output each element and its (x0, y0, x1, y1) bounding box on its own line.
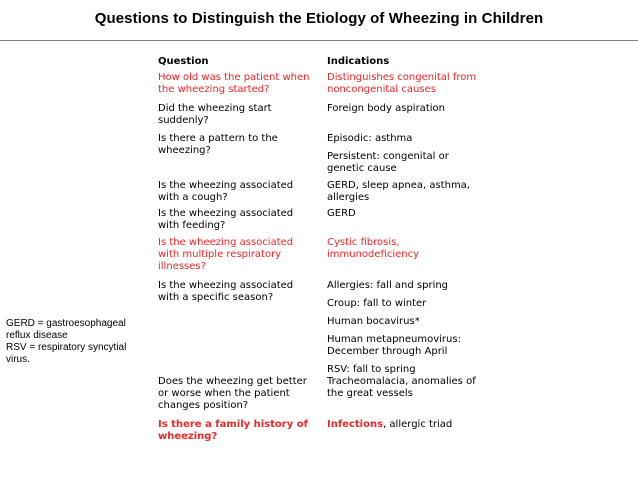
indication-line: December through April (327, 346, 448, 357)
question-line: Did the wheezing start (158, 103, 272, 114)
question-cell (158, 419, 318, 443)
indication-cell (327, 237, 507, 261)
question-line: Is the wheezing associated (158, 237, 294, 248)
question-cell (158, 376, 318, 412)
footnote-line: reflux disease (6, 330, 68, 341)
question-line: Is there a pattern to the (158, 133, 278, 144)
indication-line: RSV: fall to spring (327, 364, 416, 375)
footnote-line: virus. (6, 354, 30, 365)
indication-cell (327, 103, 507, 115)
indication-line: Persistent: congenital or (327, 151, 449, 162)
indication-highlight: Infections (327, 419, 384, 430)
question-line: Does the wheezing get better (158, 376, 307, 387)
footnote-line: RSV = respiratory syncytial (6, 342, 127, 353)
indication-line: Croup: fall to winter (327, 298, 427, 309)
footnote (6, 318, 144, 366)
indication-cell (327, 208, 507, 220)
question-line: wheezing? (158, 145, 211, 156)
indication-cell (327, 133, 507, 175)
indication-line: immunodeficiency (327, 249, 420, 260)
indication-cell (327, 72, 507, 96)
question-cell (158, 280, 318, 304)
indication-line: Human bocavirus* (327, 316, 420, 327)
indication-line: Episodic: asthma (327, 133, 413, 144)
question-line: Is the wheezing associated (158, 180, 294, 191)
indication-line: Cystic fibrosis, (327, 237, 400, 248)
page-title: Questions to Distinguish the Etiology of Wheezing in Children (94, 10, 544, 27)
indication-line: Foreign body aspiration (327, 103, 445, 114)
indication-cell (327, 419, 507, 431)
question-line: with feeding? (158, 220, 226, 231)
indication-line: GERD, sleep apnea, asthma, (327, 180, 470, 191)
question-column-header: Question (158, 56, 209, 67)
question-line: wheezing? (158, 431, 218, 442)
indication-line: , allergic triad (383, 419, 453, 430)
question-line: Is there a family history of (158, 419, 308, 430)
indication-line: the great vessels (327, 388, 413, 399)
question-cell (158, 103, 318, 127)
indication-cell (327, 280, 507, 376)
indication-line: noncongenital causes (327, 84, 436, 95)
indication-line: Human metapneumovirus: (327, 334, 461, 345)
question-line: the wheezing started? (158, 84, 270, 95)
indication-line: Distinguishes congenital from (327, 72, 477, 83)
indication-line: allergies (327, 192, 370, 203)
question-line: changes position? (158, 400, 249, 411)
question-line: with multiple respiratory (158, 249, 282, 260)
indication-line: GERD (327, 208, 356, 219)
question-line: illnesses? (158, 261, 206, 272)
footnote-line: GERD = gastroesophageal (6, 318, 126, 329)
indication-cell (327, 376, 507, 400)
question-cell (158, 72, 318, 96)
indication-line: genetic cause (327, 163, 397, 174)
question-cell (158, 133, 318, 157)
question-cell (158, 237, 318, 273)
question-line: Is the wheezing associated (158, 280, 294, 291)
question-line: Is the wheezing associated (158, 208, 294, 219)
title-divider (0, 40, 638, 41)
question-line: suddenly? (158, 115, 209, 126)
indication-line: Tracheomalacia, anomalies of (327, 376, 476, 387)
question-line: How old was the patient when (158, 72, 310, 83)
indication-cell (327, 180, 507, 204)
question-line: or worse when the patient (158, 388, 290, 399)
question-cell (158, 180, 318, 204)
indications-column-header: Indications (327, 56, 390, 67)
question-line: with a specific season? (158, 292, 274, 303)
question-line: with a cough? (158, 192, 228, 203)
indication-line: Allergies: fall and spring (327, 280, 449, 291)
question-cell (158, 208, 318, 232)
